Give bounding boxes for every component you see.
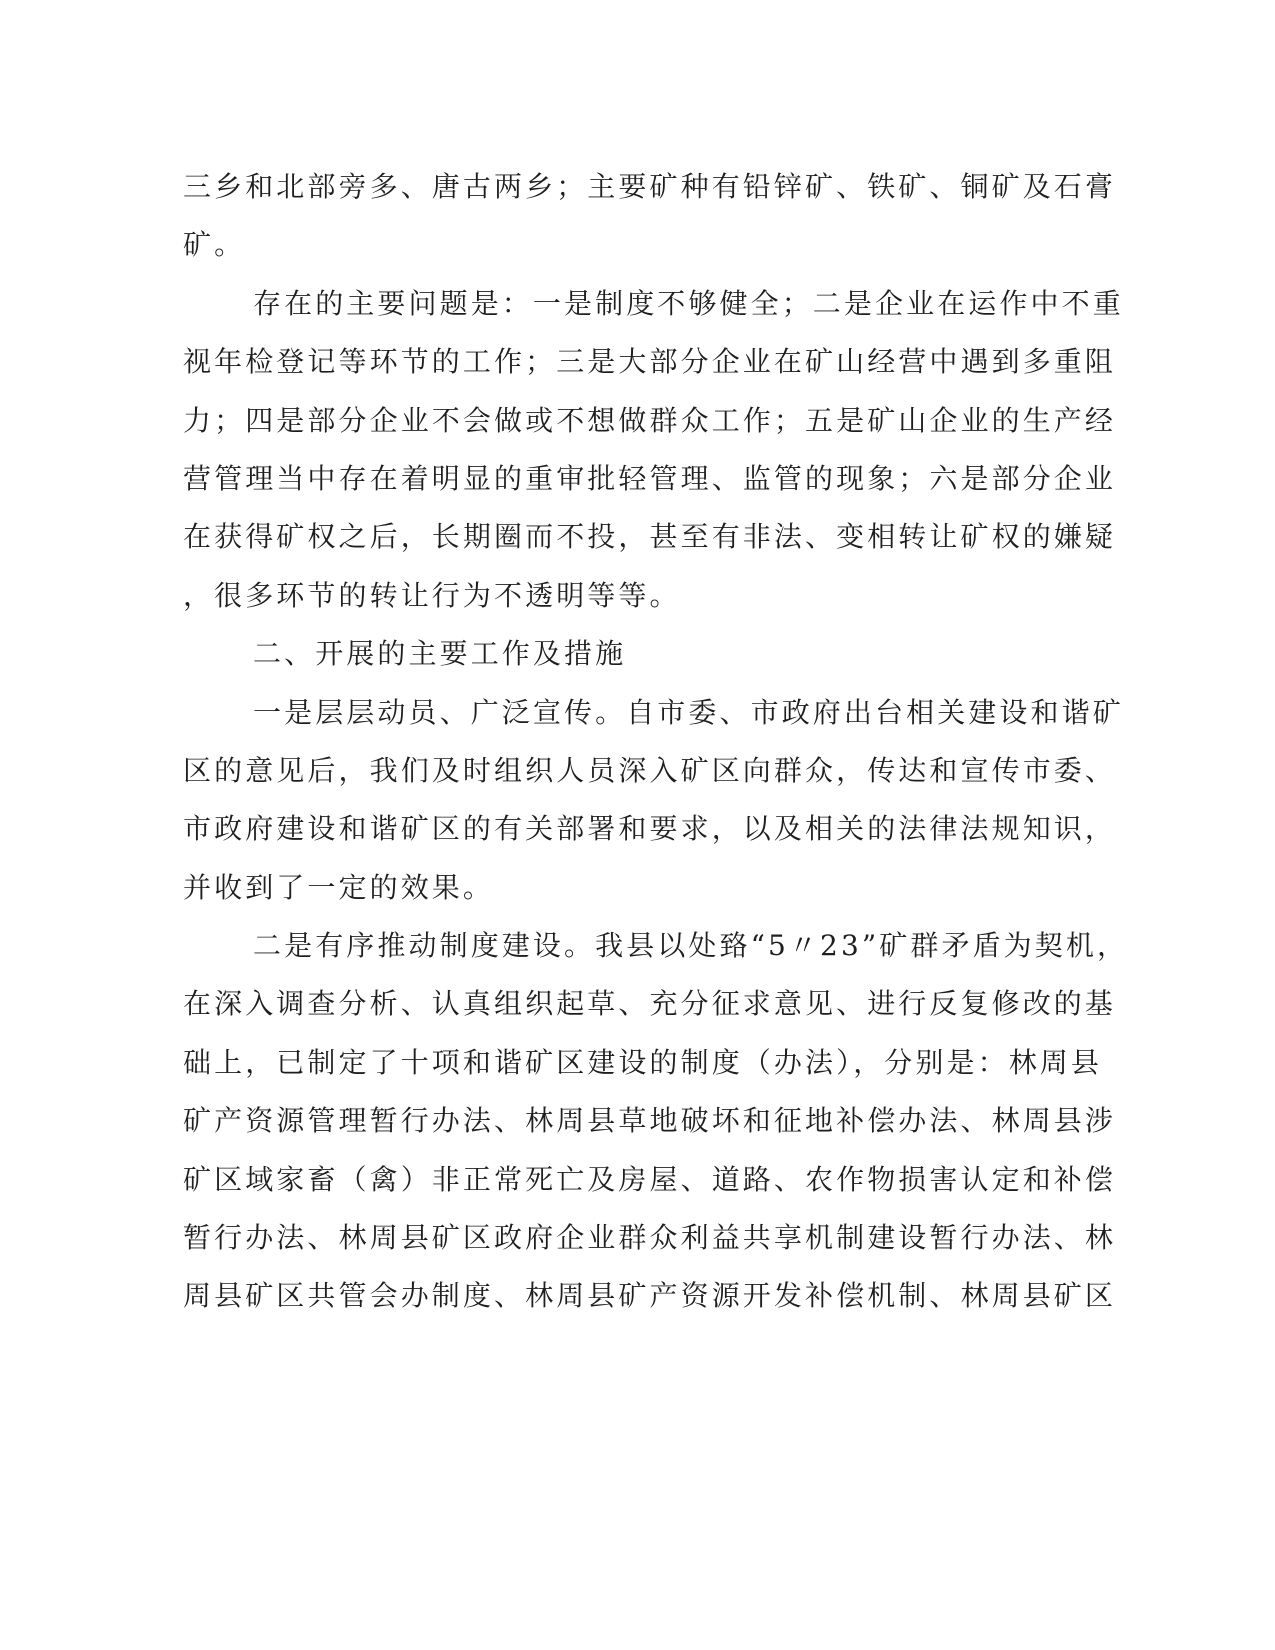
- text-line: 区的意见后，我们及时组织人员深入矿区向群众，传达和宣传市委、: [183, 753, 1117, 787]
- paragraph-start-line: 存在的主要问题是：一是制度不够健全；二是企业在运作中不重: [253, 286, 1124, 320]
- text-line: 础上，已制定了十项和谐矿区建设的制度（办法），分别是：林周县: [183, 1045, 1103, 1079]
- text-line: 视年检登记等环节的工作；三是大部分企业在矿山经营中遇到多重阻: [183, 345, 1117, 379]
- text-line: 力；四是部分企业不会做或不想做群众工作；五是矿山企业的生产经: [183, 403, 1117, 437]
- text-line: 三乡和北部旁多、唐古两乡；主要矿种有铅锌矿、铁矿、铜矿及石膏: [183, 170, 1117, 203]
- paragraph-start-line: 二是有序推动制度建设。我县以处臵“5〃23”矿群矛盾为契机，: [253, 929, 1129, 963]
- text-line: 矿。: [183, 228, 246, 262]
- text-line: ，很多环节的转让行为不透明等等。: [183, 578, 681, 612]
- text-line: 矿产资源管理暂行办法、林周县草地破坏和征地补偿办法、林周县涉: [183, 1104, 1117, 1138]
- paragraph-start-line: 一是层层动员、广泛宣传。自市委、市政府出台相关建设和谐矿: [253, 695, 1124, 729]
- section-heading: 二、开展的主要工作及措施: [253, 637, 627, 671]
- text-line: 并收到了一定的效果。: [183, 870, 495, 904]
- text-line: 市政府建设和谐矿区的有关部署和要求，以及相关的法律法规知识，: [183, 812, 1117, 846]
- text-line: 周县矿区共管会办制度、林周县矿产资源开发补偿机制、林周县矿区: [183, 1279, 1117, 1313]
- text-line: 营管理当中存在着明显的重审批轻管理、监管的现象；六是部分企业: [183, 461, 1117, 495]
- document-body: [183, 158, 1129, 1326]
- text-line: 矿区域家畜（禽）非正常死亡及房屋、道路、农作物损害认定和补偿: [183, 1162, 1117, 1196]
- text-line: 暂行办法、林周县矿区政府企业群众利益共享机制建设暂行办法、林: [183, 1221, 1117, 1255]
- text-line: 在获得矿权之后，长期圈而不投，甚至有非法、变相转让矿权的嫌疑: [183, 520, 1117, 554]
- text-line: 在深入调查分析、认真组织起草、充分征求意见、进行反复修改的基: [183, 987, 1117, 1021]
